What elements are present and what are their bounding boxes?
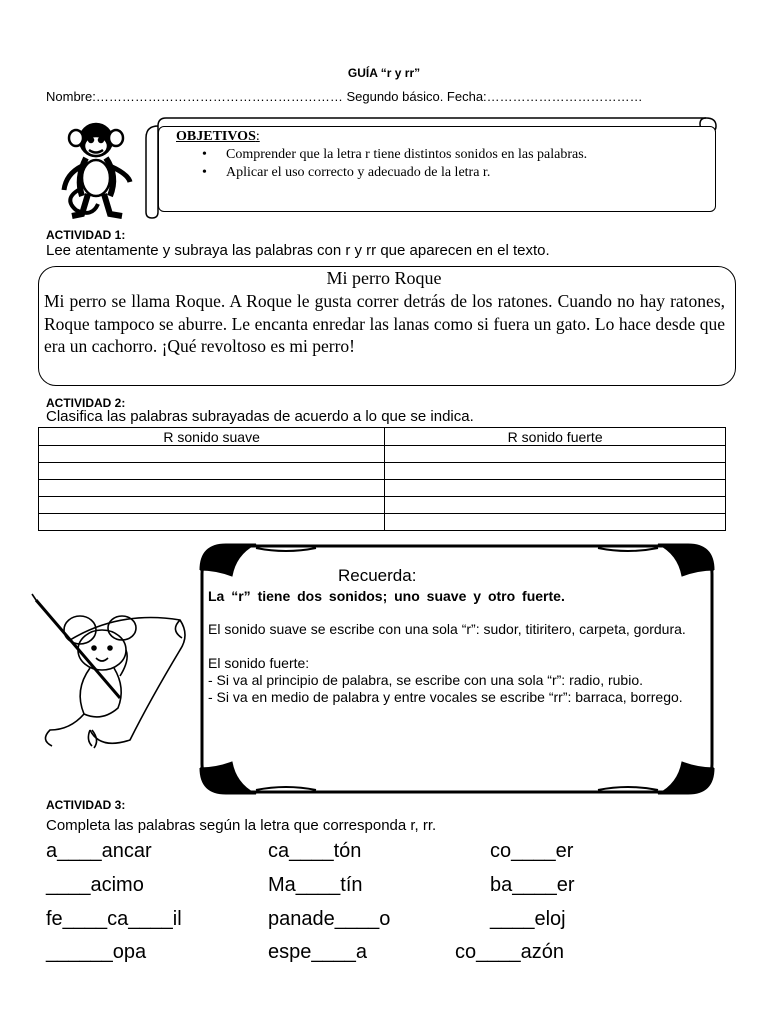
table-row — [39, 497, 726, 514]
recuerda-title: Recuerda: — [338, 566, 417, 585]
column-header-strong: R sonido fuerte — [385, 428, 726, 446]
page-title: GUÍA “r y rr” — [347, 66, 421, 80]
recuerda-text — [208, 588, 718, 706]
objectives-title: OBJETIVOS: — [176, 129, 260, 144]
recuerda-soft-rule: El sonido suave se escribe con una sola “r”: sudor, titiritero, carpeta, gordura. — [208, 621, 686, 637]
name-date-line: Nombre:………………………………………………… Segundo básico. Fecha:……………………………… — [46, 89, 643, 104]
recuerda-strong-rule-1: - Si va al principio de palabra, se escribe con una sola “r”: radio, rubio. — [208, 672, 643, 688]
table-cell[interactable] — [385, 446, 726, 463]
table-cell[interactable] — [39, 480, 385, 497]
fill-word: ______opa — [46, 941, 147, 963]
fill-word: panade____o — [268, 908, 391, 930]
objective-item: • Aplicar el uso correcto y adecuado de la letra r. — [202, 165, 682, 181]
fill-word: ____eloj — [490, 908, 566, 930]
fill-word: co____er — [490, 840, 574, 862]
recuerda-main-rule: La “r” tiene dos sonidos; uno suave y otro fuerte. — [208, 588, 565, 604]
activity3-label: ACTIVIDAD 3: — [46, 798, 126, 812]
mouse-illustration — [30, 590, 195, 760]
recuerda-strong-title: El sonido fuerte: — [208, 655, 310, 671]
objectives-list — [202, 147, 682, 183]
table-cell[interactable] — [385, 497, 726, 514]
fill-word: ____acimo — [46, 874, 144, 896]
fill-word: co____azón — [455, 941, 564, 963]
fill-word: fe____ca____il — [46, 908, 182, 930]
table-cell[interactable] — [39, 497, 385, 514]
fill-word: Ma____tín — [268, 874, 363, 896]
activity3-instruction: Completa las palabras según la letra que corresponda r, rr. — [46, 817, 437, 834]
activity2-label: ACTIVIDAD 2: — [46, 396, 126, 410]
table-cell[interactable] — [39, 463, 385, 480]
table-cell[interactable] — [39, 446, 385, 463]
table-row — [39, 480, 726, 497]
table-row — [39, 446, 726, 463]
column-header-soft: R sonido suave — [39, 428, 385, 446]
table-header-row — [39, 428, 726, 446]
table-row — [39, 463, 726, 480]
fill-word: ba____er — [490, 874, 575, 896]
fill-word: espe____a — [268, 941, 367, 963]
recuerda-strong-rule-2: - Si va en medio de palabra y entre vocales se escribe “rr”: barraca, borrego. — [208, 689, 683, 705]
fill-word: ca____tón — [268, 840, 362, 862]
table-cell[interactable] — [385, 514, 726, 531]
classification-table — [38, 427, 726, 531]
story-title: Mi perro Roque — [326, 268, 442, 288]
monkey-illustration — [46, 118, 146, 222]
table-cell[interactable] — [39, 514, 385, 531]
fill-word: a____ancar — [46, 840, 152, 862]
table-cell[interactable] — [385, 463, 726, 480]
story-text: Mi perro se llama Roque. A Roque le gusta correr detrás de los ratones. Cuando no hay ratones, Roque tampoco se aburre. Le encanta enredar las lanas como si fuera un gato. Lo hace desde que era un cachorro. ¡Qué revoltoso es mi perro! — [44, 291, 725, 356]
activity2-instruction: Clasifica las palabras subrayadas de acuerdo a lo que se indica. — [46, 408, 474, 425]
table-cell[interactable] — [385, 480, 726, 497]
table-row — [39, 514, 726, 531]
activity1-instruction: Lee atentamente y subraya las palabras con r y rr que aparecen en el texto. — [46, 242, 550, 259]
objective-item: • Comprender que la letra r tiene distintos sonidos en las palabras. — [202, 147, 682, 163]
activity1-label: ACTIVIDAD 1: — [46, 228, 126, 242]
